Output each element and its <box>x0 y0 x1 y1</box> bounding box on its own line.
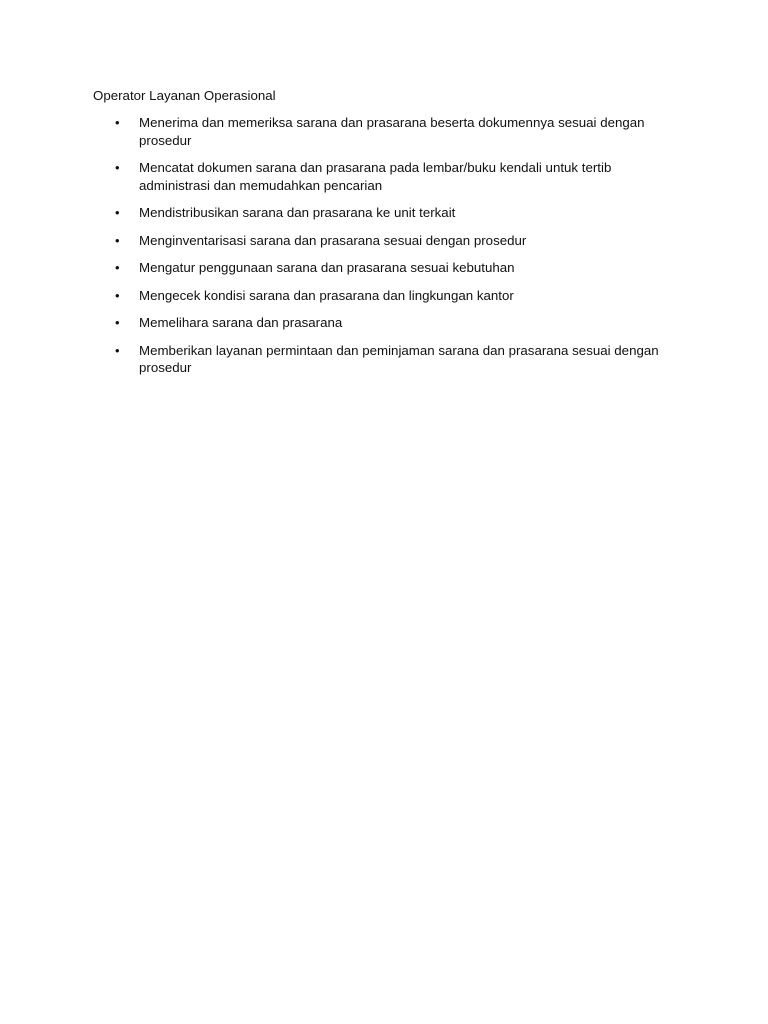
list-item-text: Memelihara sarana dan prasarana <box>139 315 343 330</box>
bullet-icon: • <box>115 115 120 130</box>
list-item-text: Menerima dan memeriksa sarana dan prasarana beserta dokumennya sesuai dengan prosedur <box>139 115 645 148</box>
list-item <box>93 232 663 250</box>
list-item-text: Menginventarisasi sarana dan prasarana sesuai dengan prosedur <box>139 232 527 248</box>
document-content <box>93 87 663 387</box>
list-item-text: Mengatur penggunaan sarana dan prasarana sesuai kebutuhan <box>139 260 515 275</box>
bullet-icon: • <box>115 232 120 248</box>
bullet-icon: • <box>115 260 120 275</box>
duty-list <box>93 114 663 377</box>
list-item <box>93 259 663 277</box>
list-item <box>93 342 663 377</box>
list-item <box>93 287 663 305</box>
bullet-icon: • <box>115 342 120 358</box>
list-item-text: Mencatat dokumen sarana dan prasarana pada lembar/buku kendali untuk tertib administrasi dan memudahkan pencarian <box>139 160 612 193</box>
bullet-icon: • <box>115 205 120 220</box>
list-item <box>93 204 663 222</box>
list-item <box>93 114 663 149</box>
list-item <box>93 314 663 332</box>
list-item <box>93 159 663 194</box>
page-title: Operator Layanan Operasional <box>93 88 276 103</box>
list-item-text: Mendistribusikan sarana dan prasarana ke unit terkait <box>139 205 456 220</box>
bullet-icon: • <box>115 315 120 330</box>
bullet-icon: • <box>115 287 120 303</box>
list-item-text: Mengecek kondisi sarana dan prasarana dan lingkungan kantor <box>139 287 514 303</box>
bullet-icon: • <box>115 160 120 175</box>
list-item-text: Memberikan layanan permintaan dan peminjaman sarana dan prasarana sesuai dengan prosedur <box>139 342 659 375</box>
